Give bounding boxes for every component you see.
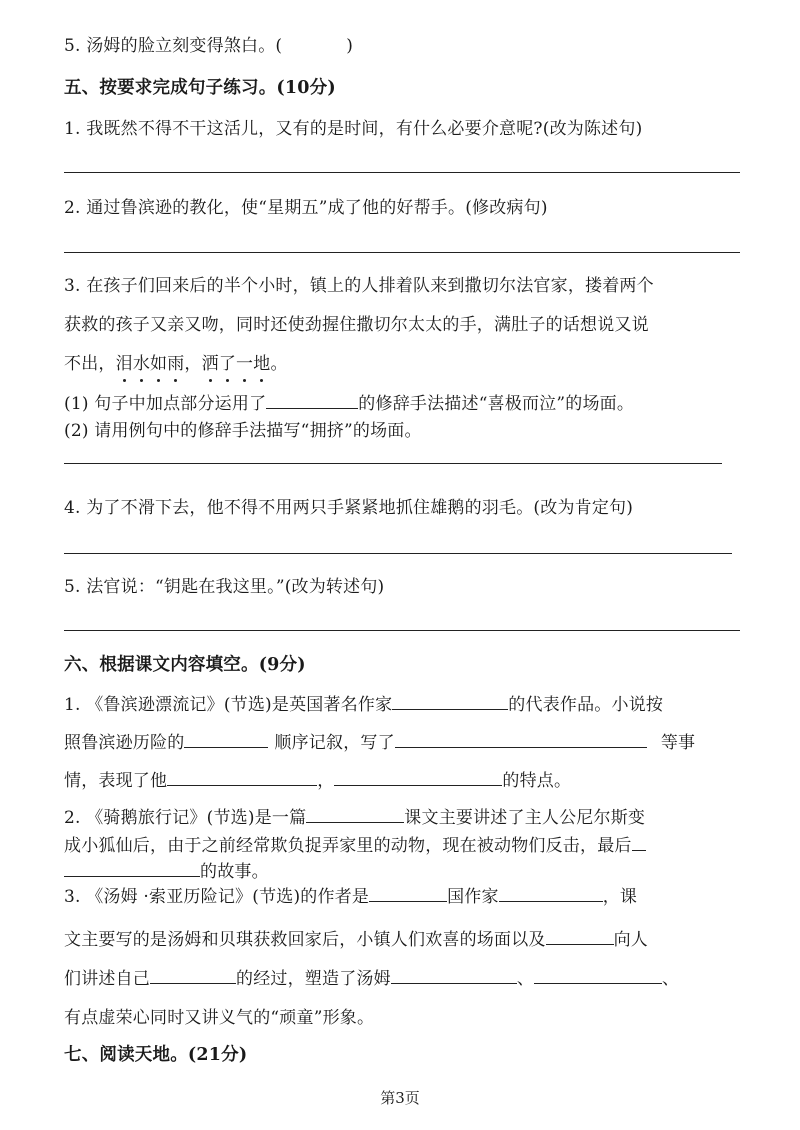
s6-q3-g: 的经过，塑造了汤姆 [236, 969, 391, 989]
dotted-char: 雨 [167, 354, 185, 374]
s6-q1-d: 顺序记叙，写了 [274, 733, 395, 753]
s6-q3-line4: 有点虚荣心同时又讲义气的“顽童”形象。 [64, 1008, 375, 1028]
s6-q3-d: 文主要写的是汤姆和贝琪获救回家后，小镇人们欢喜的场面以及 [64, 930, 546, 950]
blank-rhetoric[interactable] [266, 392, 358, 409]
blank-whom[interactable] [546, 928, 614, 945]
s6-q1-c: 照鲁滨逊历险的 [64, 733, 185, 753]
s6-q3-line2 [64, 928, 648, 952]
s4-q5-text: 5. 汤姆的脸立刻变得煞白。( [64, 36, 283, 56]
s6-q2-line2 [64, 834, 646, 858]
answer-line-s5-q4[interactable] [64, 553, 732, 554]
s6-q1-line2 [64, 731, 695, 755]
blank-experience[interactable] [150, 967, 236, 984]
s6-q3-e: 向人 [613, 930, 649, 950]
dotted-char: 如 [150, 354, 168, 374]
s6-q2-line1 [64, 806, 645, 830]
dotted-char: 泪 [115, 354, 133, 374]
s6-q1-f: 情，表现了他 [64, 771, 168, 791]
blank-author[interactable] [392, 693, 508, 710]
s5-q3-line3-post: 。 [270, 354, 288, 374]
dotted-phrase [116, 354, 271, 374]
answer-line-s5-q2[interactable] [64, 252, 740, 253]
s6-q2-c: 成小狐仙后，由于之前经常欺负捉弄家里的动物，现在被动物们反击，最后 [64, 836, 632, 856]
s6-q1-g: ， [317, 771, 335, 791]
s5-q3-line2: 获救的孩子又亲又吻，同时还使劲握住撒切尔太太的手，满肚子的话想说又说 [64, 315, 649, 335]
blank-genre[interactable] [306, 806, 404, 823]
answer-line-s5-q5[interactable] [64, 630, 740, 631]
s5-q1: 1. 我既然不得不干这活儿，又有的是时间，有什么必要介意呢?(改为陈述句) [64, 119, 643, 139]
s6-q1-b: 的代表作品。小说按 [508, 695, 664, 715]
section-7-heading: 七、阅读天地。(21分) [64, 1045, 248, 1065]
s5-q3-sub1-post: 的修辞手法描述“喜极而泣”的场面。 [358, 394, 635, 414]
s6-q3-i: 、 [662, 969, 680, 989]
s6-q2-d: 的故事。 [200, 862, 269, 882]
blank-trait-1[interactable] [167, 769, 317, 786]
s6-q3-b: 国作家 [447, 887, 499, 907]
section-6-heading: 六、根据课文内容填空。(9分) [64, 655, 306, 675]
blank-ending[interactable] [64, 860, 200, 877]
blank-quality-1[interactable] [391, 967, 517, 984]
s6-q2-a: 2. 《骑鹅旅行记》(节选)是一篇 [64, 808, 307, 828]
s4-q5 [64, 34, 353, 58]
s6-q1-h: 的特点。 [502, 771, 572, 791]
s6-q3-line1 [64, 885, 637, 909]
s6-q3-c: ，课 [602, 887, 638, 907]
s5-q2: 2. 通过鲁滨逊的教化，使“星期五”成了他的好帮手。(修改病句) [64, 198, 548, 218]
answer-line-s5-q3[interactable] [64, 463, 722, 464]
blank-order[interactable] [184, 731, 268, 748]
s5-q3-sub1 [64, 392, 634, 416]
blank-country[interactable] [369, 885, 447, 902]
s6-q3-h: 、 [516, 969, 535, 989]
s5-q3-line1: 3. 在孩子们回来后的半个小时，镇上的人排着队来到撒切尔法官家，搂着两个 [64, 276, 654, 296]
blank-events[interactable] [395, 731, 647, 748]
dotted-char: 地 [253, 354, 271, 374]
s5-q3-sub2: (2) 请用例句中的修辞手法描写“拥挤”的场面。 [64, 421, 422, 441]
s6-q2-line3 [64, 860, 269, 884]
s5-q3-line3-pre: 不出， [64, 354, 116, 374]
dotted-char: 了 [218, 354, 237, 374]
answer-line-s5-q1[interactable] [64, 172, 740, 173]
section-5-heading: 五、按要求完成句子练习。(10分) [64, 78, 336, 98]
blank-trait-2[interactable] [334, 769, 502, 786]
s6-q3-f: 们讲述自己 [64, 969, 150, 989]
page-number: 第3页 [380, 1089, 420, 1107]
s6-q3-a: 3. 《汤姆 ·索亚历险记》(节选)的作者是 [64, 887, 370, 907]
s4-q5-close: ) [346, 36, 354, 56]
s6-q1-e: 等事 [660, 733, 696, 753]
s6-q3-line3 [64, 967, 679, 991]
blank-ending-start[interactable] [632, 834, 646, 851]
s5-q3-line3 [64, 352, 288, 376]
s6-q1-line3 [64, 769, 571, 793]
blank-writer[interactable] [499, 885, 603, 902]
s5-q3-sub1-pre: (1) 句子中加点部分运用了 [64, 394, 267, 414]
dotted-punct: ， [184, 354, 202, 374]
dotted-char: 一 [236, 354, 254, 374]
dotted-char: 水 [132, 354, 151, 374]
blank-quality-2[interactable] [534, 967, 662, 984]
s6-q1-line1 [64, 693, 663, 717]
s5-q4: 4. 为了不滑下去，他不得不用两只手紧紧地抓住雄鹅的羽毛。(改为肯定句) [64, 498, 634, 518]
s5-q5: 5. 法官说：“钥匙在我这里。”(改为转述句) [64, 577, 385, 597]
s6-q1-a: 1. 《鲁滨逊漂流记》(节选)是英国著名作家 [64, 695, 393, 715]
dotted-char: 洒 [201, 354, 219, 374]
s6-q2-b: 课文主要讲述了主人公尼尔斯变 [404, 808, 646, 828]
